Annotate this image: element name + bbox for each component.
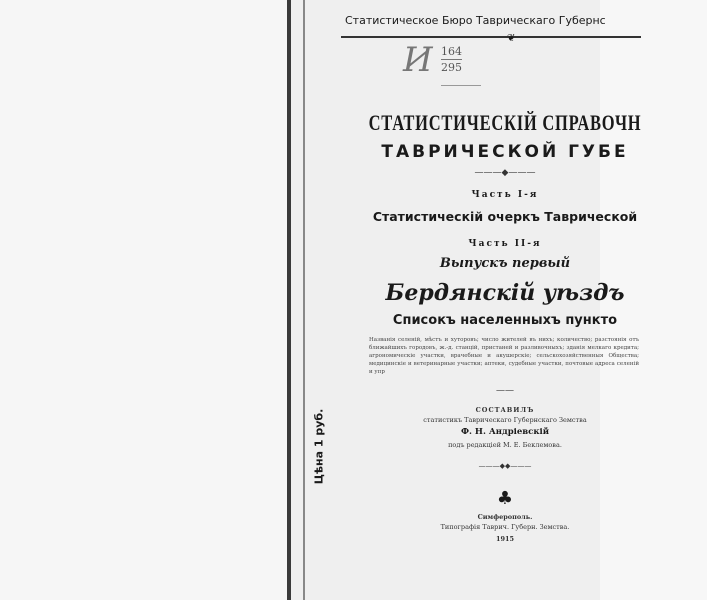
divider-ornament-icon: ———◆———: [474, 168, 536, 178]
part1-label: Часть I-я: [471, 190, 539, 200]
short-rule: ——: [496, 386, 514, 396]
shelfmark-letter: И: [403, 40, 433, 80]
district-title: Бердянскій уѣздъ: [385, 280, 625, 306]
compiled-label: СОСТАВИЛЪ: [475, 406, 535, 414]
list-title: Списокъ населенныхъ пункто: [392, 313, 618, 328]
part1-title: Статистическій очеркъ Таврической: [372, 209, 638, 224]
title-line-1: СТАТИСТИЧЕСКІЙ СПРАВОЧН: [368, 110, 642, 135]
description-text: Названія селеній, мѣстъ и хуторовъ; число жителей въ нихъ; количество; разстоянія отъ ближайшихъ городовъ, ж.-д. станцій, пристаней и разливочныхъ; зданія мелкаго кредита; агрономическіе участки, врачебные и акушерскіе; сельскохозяйственныя Общества; медицинскіе и ветеринарные участки; аптеки, судебные участки, почтовые адреса селеній и упр: [369, 337, 639, 375]
printer-emblem-icon: ♣: [496, 488, 514, 509]
printer: Типографія Таврич. Губерн. Земства.: [440, 523, 570, 531]
title-page: [291, 0, 642, 600]
divider-ornament-2-icon: ———◆◆———: [478, 462, 532, 470]
price-label: Цѣна 1 руб.: [312, 408, 326, 485]
city: Симферополь.: [477, 513, 533, 521]
part2-label: Часть II-я: [468, 239, 542, 249]
issue-label: Выпускъ первый: [439, 256, 571, 271]
header-rule: [341, 36, 641, 38]
year: 1915: [495, 535, 515, 543]
editor-line: подъ редакціей М. Е. Беклемова.: [448, 441, 562, 449]
header-text: Статистическое Бюро Таврическаго Губернс: [345, 14, 606, 27]
blank-left-page: [0, 0, 287, 600]
ornament-icon: ❦: [507, 33, 516, 44]
compiler-name: Ф. Н. Андріевскій: [460, 427, 550, 437]
shelfmark-number: $\frac{164}{295}$: [441, 45, 462, 74]
shelfmark-underline: [441, 85, 481, 86]
compiler-role: статистикъ Таврическаго Губернскаго Земства: [423, 416, 587, 424]
title-line-2: ТАВРИЧЕСКОЙ ГУБЕ: [381, 142, 629, 162]
